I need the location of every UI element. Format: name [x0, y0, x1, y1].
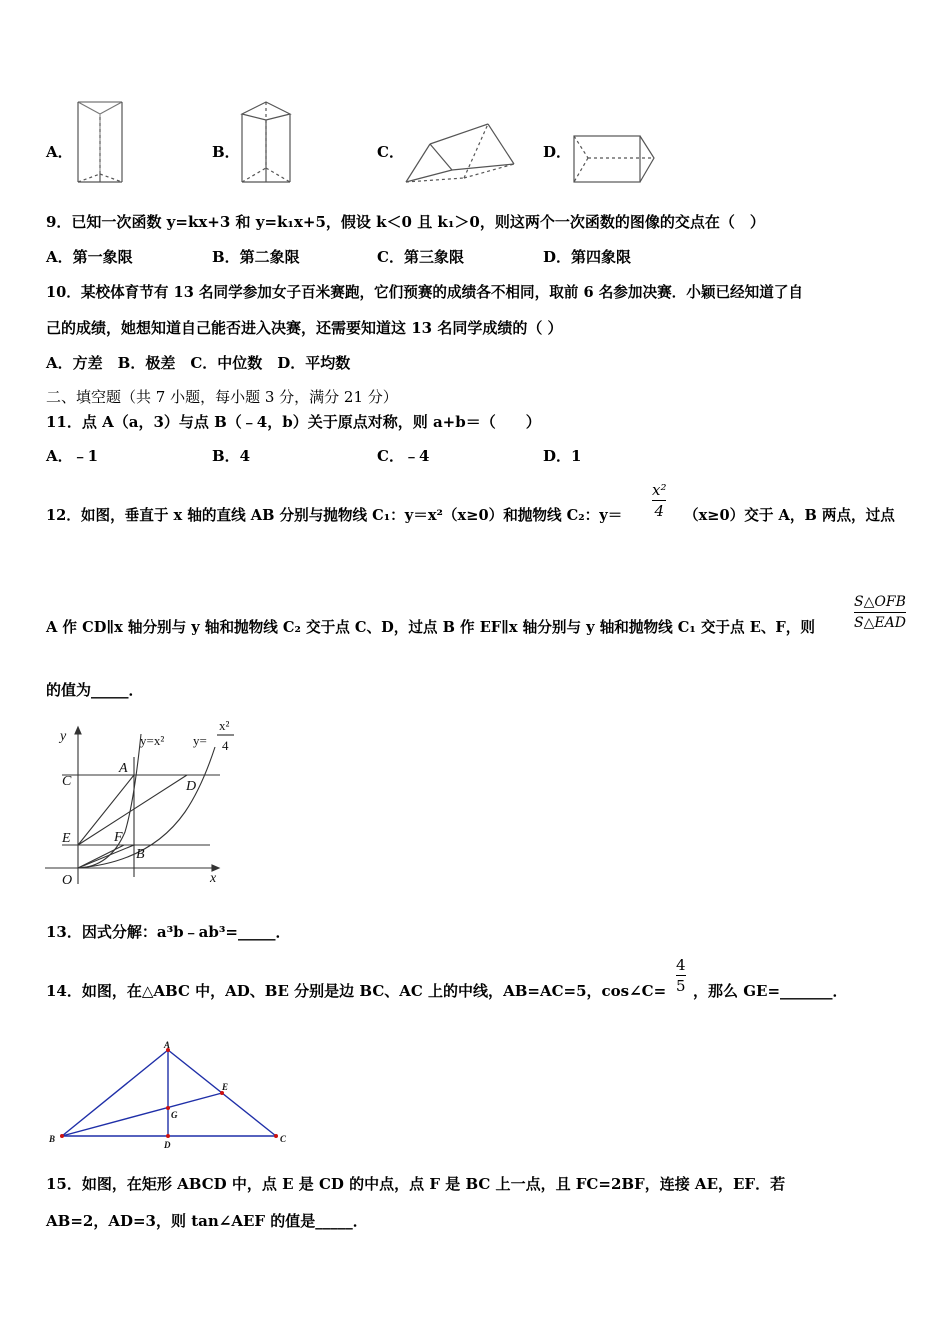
point-b-dot	[60, 1134, 64, 1138]
q15-stem-line1: 15．如图，在矩形 ABCD 中，点 E 是 CD 的中点，点 F 是 BC 上一点，且 FC=2BF，连接 AE，EF．若	[46, 1175, 786, 1193]
prism-figure-b	[238, 98, 294, 186]
curve-c2-num: x²	[219, 718, 230, 733]
prism-figure-a	[70, 98, 126, 186]
q14-frac-num: 4	[676, 956, 686, 974]
q12-stem-line1-part2: （x≥0）交于 A，B 两点，过点	[684, 507, 895, 524]
q12-stem-line3: 的值为_____．	[46, 681, 144, 699]
curve-c2-prefix: y=	[193, 733, 207, 748]
x-axis-label: x	[210, 871, 217, 886]
q12-area-ratio	[854, 592, 906, 633]
point-e-label: E	[62, 831, 71, 846]
q9-option-a: A．第一象限	[46, 248, 133, 266]
q14-point-b-label: B	[49, 1134, 56, 1144]
q12-ratio-den: S△EAD	[854, 615, 906, 631]
q8-option-d-label: D．	[543, 143, 572, 161]
q9-option-b: B．第二象限	[212, 248, 300, 266]
q14-point-c-label: C	[280, 1134, 287, 1144]
q12-frac-num: x²	[652, 481, 667, 499]
section-2-header: 二、填空题（共 7 小题，每小题 3 分，满分 21 分）	[46, 388, 398, 406]
q11-stem: 11．点 A（a，3）与点 B（﹣4，b）关于原点对称，则 a+b＝（ ）	[46, 413, 541, 431]
y-axis-label: y	[60, 729, 67, 744]
q11-option-d: D．1	[543, 447, 582, 465]
segment-ed	[78, 775, 187, 845]
q14-point-e-label: E	[222, 1082, 229, 1092]
q12-stem-line2: A 作 CD∥x 轴分别与 y 轴和抛物线 C₂ 交于点 C、D，过点 B 作 EF∥x 轴分别与 y 轴和抛物线 C₁ 交于点 E、F，则	[46, 619, 815, 636]
point-c-label: C	[62, 774, 72, 789]
q11-option-a: A．﹣1	[46, 447, 99, 465]
q8-option-c-label: C．	[377, 143, 404, 161]
q8-option-a-label: A．	[46, 143, 73, 161]
triangle-abc	[62, 1050, 276, 1136]
point-a-label: A	[119, 761, 128, 776]
median-be	[62, 1093, 222, 1136]
point-f-label: F	[114, 830, 123, 845]
curve-c2-den: 4	[222, 738, 229, 753]
prism-figure-d	[570, 132, 660, 186]
q14-point-a-label: A	[164, 1040, 171, 1050]
point-b-label: B	[136, 847, 145, 862]
parabola-c1	[78, 734, 141, 868]
q15-stem-line2: AB=2，AD=3，则 tan∠AEF 的值是_____．	[46, 1212, 368, 1230]
point-d-dot	[166, 1134, 170, 1138]
parabola-c2	[78, 747, 215, 868]
q12-frac-den: 4	[654, 502, 665, 520]
q12-stem-line1-part1: 12．如图，垂直于 x 轴的直线 AB 分别与抛物线 C₁：y＝x²（x≥0）和抛物线 C₂：y＝	[46, 507, 623, 524]
q14-point-g-label: G	[171, 1110, 178, 1120]
prism-figure-c	[402, 118, 520, 188]
point-g-dot	[166, 1106, 170, 1110]
q9-option-c: C．第三象限	[377, 248, 464, 266]
q10-stem-line1: 10．某校体育节有 13 名同学参加女子百米赛跑，它们预赛的成绩各不相同，取前 6 名参加决赛．小颖已经知道了自	[46, 284, 804, 301]
q8-option-b-label: B．	[212, 143, 240, 161]
segment-ob	[78, 845, 134, 868]
y-axis-arrow	[75, 727, 81, 734]
q14-point-d-label: D	[164, 1140, 171, 1150]
q14-frac-den: 5	[676, 977, 686, 995]
q9-stem: 9．已知一次函数 y=kx+3 和 y=k₁x+5，假设 k＜0 且 k₁＞0，则这两个一次函数的图像的交点在（ ）	[46, 213, 765, 231]
q12-fraction-x2-over-4	[652, 480, 666, 521]
q11-option-b: B．4	[212, 447, 251, 465]
point-c-dot	[274, 1134, 278, 1138]
q14-stem-part2: ，那么 GE=_______．	[693, 982, 848, 1000]
point-d-label: D	[186, 779, 197, 794]
segment-ea	[78, 775, 134, 845]
q14-fraction-4-over-5	[676, 955, 686, 996]
q14-triangle-figure	[44, 1040, 294, 1150]
q9-option-d: D．第四象限	[543, 248, 632, 266]
q10-options: A．方差 B．极差 C．中位数 D．平均数	[46, 354, 351, 372]
curve-c1-label: y=x²	[140, 733, 165, 748]
q13-stem: 13．因式分解：a³b﹣ab³=_____．	[46, 923, 291, 941]
q12-parabola-figure	[40, 712, 240, 892]
q14-stem-part1: 14．如图，在△ABC 中，AD、BE 分别是边 BC、AC 上的中线，AB=AC=5，cos∠C=	[46, 982, 667, 1000]
q10-stem-line2: 己的成绩，她想知道自己能否进入决赛，还需要知道这 13 名同学成绩的（ ）	[46, 319, 563, 337]
origin-label: O	[62, 873, 73, 888]
q12-ratio-num: S△OFB	[854, 594, 906, 610]
q11-option-c: C．﹣4	[377, 447, 430, 465]
